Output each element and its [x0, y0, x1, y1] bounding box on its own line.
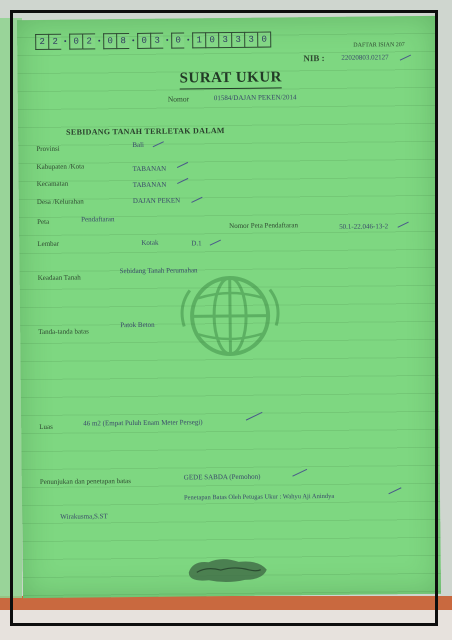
daftar-isian: DAFTAR ISIAN 207 [353, 42, 405, 49]
nomor-peta-value: 50.1-22.046-13-2 [339, 222, 389, 231]
code-digit: 3 [150, 33, 163, 49]
field-value-kabupaten: TABANAN [132, 164, 167, 174]
document-title: SURAT UKUR [179, 69, 283, 87]
code-digit: 0 [205, 32, 218, 48]
field-label-tanda-batas: Tanda-tanda batas [38, 327, 89, 336]
field-value-kecamatan: TABANAN [132, 180, 167, 190]
field-label-kabupaten: Kabupaten /Kota [36, 162, 85, 172]
code-digit: 0 [103, 33, 116, 49]
field-label-penunjukan: Penunjukan dan penetapan batas [39, 477, 132, 486]
nomor-value: 01584/DAJAN PEKEN/2014 [213, 93, 297, 103]
field-label-keadaan: Keadaan Tanah [37, 273, 81, 283]
code-digit: 0 [257, 32, 271, 48]
field-label-provinsi: Provinsi [36, 144, 60, 154]
code-separator: • [165, 35, 169, 45]
code-digit: 3 [244, 32, 257, 48]
field-value-luas: 46 m2 (Empat Puluh Enam Meter Persegi) [83, 418, 203, 428]
field-value-kotak: Kotak [141, 238, 159, 247]
section-heading: SEBIDANG TANAH TERLETAK DALAM [66, 126, 225, 137]
field-label-luas: Luas [39, 422, 53, 431]
code-separator: • [97, 35, 101, 45]
code-separator: • [186, 34, 190, 44]
code-separator: • [63, 36, 67, 46]
code-digit: 2 [82, 33, 95, 49]
nomor-peta-label: Nomor Peta Pendaftaran [229, 221, 299, 230]
code-digit: 8 [116, 33, 129, 49]
penetapan-line: Penetapan Batas Oleh Petugas Ukur : Wahyu Aji Anindya [183, 492, 335, 502]
field-value-keadaan: Sebidang Tanah Perumahan [119, 266, 198, 276]
code-digit: 3 [218, 32, 231, 48]
field-label-lembar: Lembar [37, 239, 60, 249]
code-digit: 0 [69, 34, 82, 50]
field-label-kecamatan: Kecamatan [36, 179, 69, 189]
code-digit: 0 [137, 33, 150, 49]
code-digit: 0 [171, 32, 184, 48]
field-value-provinsi: Bali [132, 140, 145, 150]
code-digit: 1 [192, 32, 205, 48]
field-value-desa: DAJAN PEKEN [132, 196, 181, 206]
code-separator: • [131, 35, 135, 45]
field-label-desa: Desa /Kelurahan [36, 197, 84, 207]
footer-left-name: Wirakusma,S.ST [60, 512, 108, 521]
nib-label: NIB : [303, 52, 325, 64]
field-value-tanda-batas: Patok Beton [120, 320, 155, 330]
photo-frame [10, 10, 438, 626]
kotak-number: D.1 [191, 239, 202, 248]
code-digit: 2 [48, 34, 61, 50]
field-label-peta: Peta [37, 217, 50, 227]
field-value-penunjukan: GEDE SABDA (Pemohon) [183, 472, 261, 482]
code-digit: 3 [231, 32, 244, 48]
nomor-label: Nomor [167, 94, 190, 104]
field-value-peta: Pendaftaran [81, 215, 115, 224]
code-digit: 2 [35, 34, 48, 50]
nib-value: 22020803.02127 [341, 53, 389, 62]
